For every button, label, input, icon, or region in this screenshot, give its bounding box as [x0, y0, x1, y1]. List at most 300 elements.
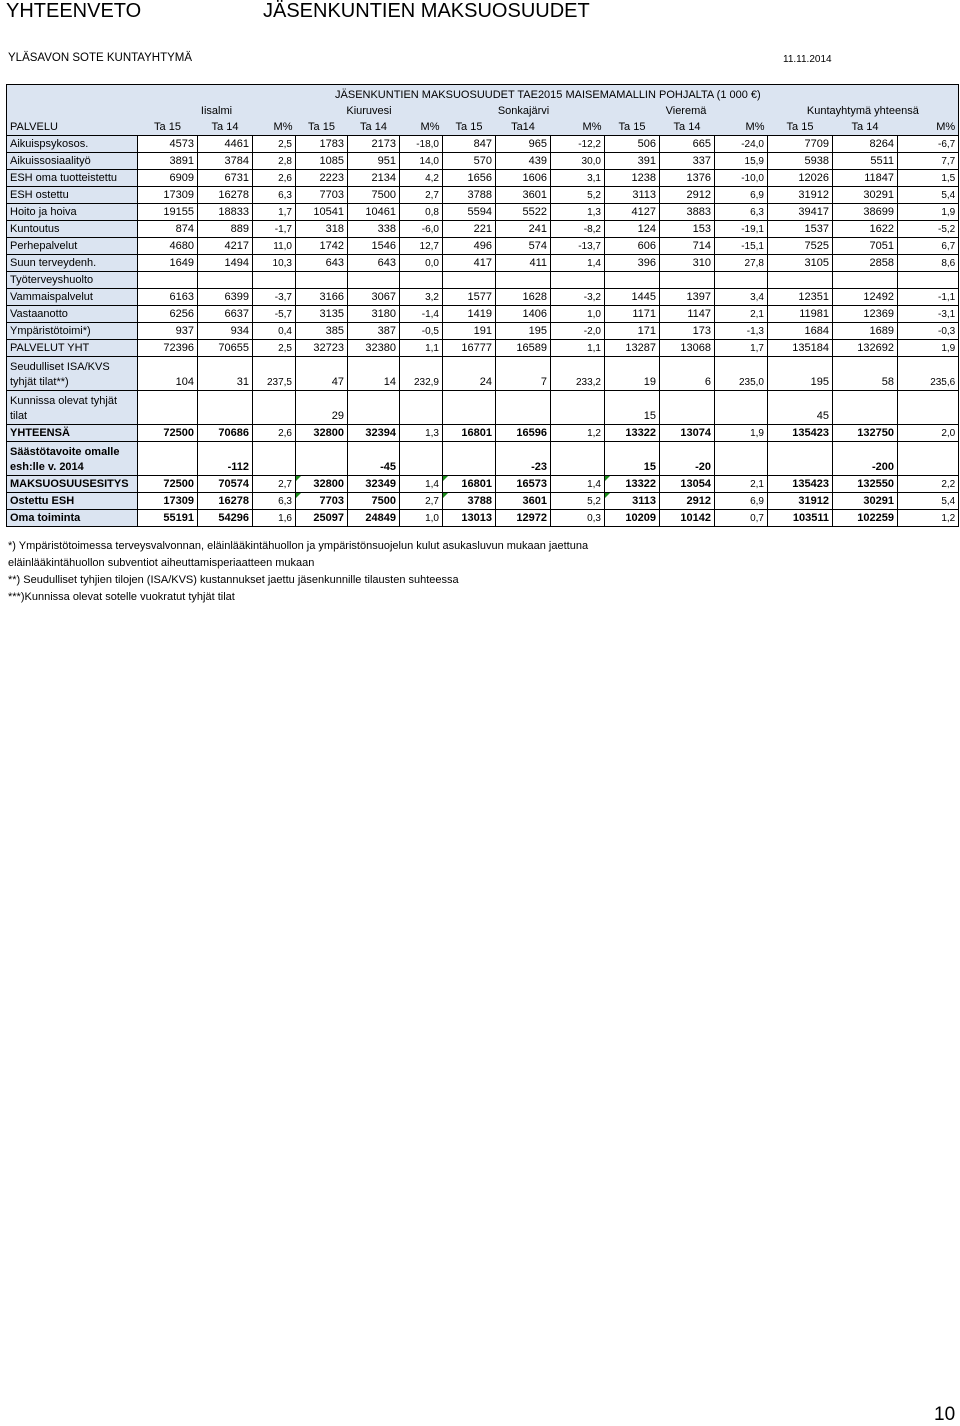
- table-cell: 72500: [138, 425, 198, 442]
- table-cell: 5,2: [551, 493, 605, 510]
- table-cell: 4680: [138, 238, 198, 255]
- column-header: Ta 15: [138, 119, 198, 136]
- table-cell: 7703: [296, 493, 348, 510]
- table-cell: 47: [296, 357, 348, 391]
- table-row: [7, 238, 959, 255]
- row-label: Ostettu ESH: [7, 493, 138, 510]
- table-cell: 3166: [296, 289, 348, 306]
- table-cell: [253, 442, 296, 476]
- table-cell: 10209: [605, 510, 660, 527]
- row-label: Hoito ja hoiva: [7, 204, 138, 221]
- column-header: M%: [715, 119, 768, 136]
- table-cell: [253, 272, 296, 289]
- column-header: M%: [253, 119, 296, 136]
- table-cell: 25097: [296, 510, 348, 527]
- table-cell: 16596: [496, 425, 551, 442]
- table-cell: 6,3: [253, 187, 296, 204]
- table-cell: 3135: [296, 306, 348, 323]
- table-cell: 1546: [348, 238, 400, 255]
- table-cell: 6163: [138, 289, 198, 306]
- footnotes: [8, 538, 588, 606]
- table-cell: 13013: [443, 510, 496, 527]
- table-cell: [660, 391, 715, 425]
- table-cell: 665: [660, 136, 715, 153]
- table-cell: [833, 391, 898, 425]
- table-cell: 3883: [660, 204, 715, 221]
- table-row: [7, 357, 959, 391]
- column-header: M%: [400, 119, 443, 136]
- table-cell: 7: [496, 357, 551, 391]
- table-cell: 1,4: [551, 255, 605, 272]
- row-label: MAKSUOSUUSESITYS: [7, 476, 138, 493]
- table-cell: 714: [660, 238, 715, 255]
- table-cell: 32349: [348, 476, 400, 493]
- table-caption: JÄSENKUNTIEN MAKSUOSUUDET TAE2015 MAISEMAMALLIN POHJALTA (1 000 €): [138, 85, 959, 104]
- table-cell: -18,0: [400, 136, 443, 153]
- table-cell: 5,4: [898, 187, 959, 204]
- table-cell: -3,7: [253, 289, 296, 306]
- table-cell: 2134: [348, 170, 400, 187]
- table-cell: 6256: [138, 306, 198, 323]
- table-cell: 72396: [138, 340, 198, 357]
- table-cell: 8,6: [898, 255, 959, 272]
- table-cell: -6,0: [400, 221, 443, 238]
- table-cell: 173: [660, 323, 715, 340]
- table-cell: [348, 272, 400, 289]
- table-cell: 3,2: [400, 289, 443, 306]
- table-cell: 13287: [605, 340, 660, 357]
- table-cell: 3180: [348, 306, 400, 323]
- table-row: [7, 289, 959, 306]
- table-cell: 570: [443, 153, 496, 170]
- table-cell: [551, 272, 605, 289]
- table-cell: 58: [833, 357, 898, 391]
- table-cell: 1622: [833, 221, 898, 238]
- table-cell: 1,2: [551, 425, 605, 442]
- table-cell: [833, 272, 898, 289]
- table-cell: 32394: [348, 425, 400, 442]
- table-cell: [348, 391, 400, 425]
- row-label: Suun terveydenh.: [7, 255, 138, 272]
- table-cell: 5522: [496, 204, 551, 221]
- table-cell: 18833: [198, 204, 253, 221]
- table-cell: 237,5: [253, 357, 296, 391]
- row-label: Säästötavoite omalle esh:lle v. 2014: [7, 442, 138, 476]
- table-cell: 1,9: [715, 425, 768, 442]
- table-cell: [253, 391, 296, 425]
- table-cell: 1085: [296, 153, 348, 170]
- table-cell: 318: [296, 221, 348, 238]
- row-label: Perhepalvelut: [7, 238, 138, 255]
- table-row: [7, 323, 959, 340]
- row-label: ESH ostettu: [7, 187, 138, 204]
- table-cell: 1419: [443, 306, 496, 323]
- table-cell: 241: [496, 221, 551, 238]
- table-cell: 2,8: [253, 153, 296, 170]
- row-label: ESH oma tuotteistettu: [7, 170, 138, 187]
- table-cell: [138, 442, 198, 476]
- table-cell: 1494: [198, 255, 253, 272]
- table-cell: 3113: [605, 187, 660, 204]
- table-cell: 1,9: [898, 204, 959, 221]
- table-cell: 11981: [768, 306, 833, 323]
- table-cell: 7525: [768, 238, 833, 255]
- table-cell: [768, 442, 833, 476]
- table-cell: 3,4: [715, 289, 768, 306]
- footnote: eläinlääkintähuollon subventiot aiheuttamisperiaatteen mukaan: [8, 557, 315, 569]
- table-cell: 3788: [443, 493, 496, 510]
- table-cell: 506: [605, 136, 660, 153]
- table-cell: 7,7: [898, 153, 959, 170]
- table-cell: [198, 391, 253, 425]
- table-cell: 6: [660, 357, 715, 391]
- table-cell: 16278: [198, 493, 253, 510]
- table-cell: -19,1: [715, 221, 768, 238]
- table-cell: -12,2: [551, 136, 605, 153]
- table-cell: 16777: [443, 340, 496, 357]
- table-cell: 27,8: [715, 255, 768, 272]
- table-cell: 2,1: [715, 476, 768, 493]
- table-cell: 2,6: [253, 425, 296, 442]
- table-cell: 417: [443, 255, 496, 272]
- table-cell: 10142: [660, 510, 715, 527]
- row-label: YHTEENSÄ: [7, 425, 138, 442]
- table-cell: 6,9: [715, 493, 768, 510]
- table-cell: 1,9: [898, 340, 959, 357]
- table-cell: 132692: [833, 340, 898, 357]
- table-cell: 3105: [768, 255, 833, 272]
- table-cell: 13322: [605, 425, 660, 442]
- table-row: [7, 510, 959, 527]
- column-header: Ta 15: [443, 119, 496, 136]
- column-header: Ta 14: [660, 119, 715, 136]
- table-cell: 1397: [660, 289, 715, 306]
- document-date: 11.11.2014: [783, 54, 832, 65]
- table-cell: [898, 272, 959, 289]
- table-cell: 1577: [443, 289, 496, 306]
- table-cell: 16278: [198, 187, 253, 204]
- table-cell: 124: [605, 221, 660, 238]
- table-cell: 385: [296, 323, 348, 340]
- table-cell: 1,1: [400, 340, 443, 357]
- page-number: 10: [934, 1404, 956, 1425]
- table-cell: 1656: [443, 170, 496, 187]
- table-cell: 1649: [138, 255, 198, 272]
- column-header: Ta 14: [198, 119, 253, 136]
- table-cell: 12,7: [400, 238, 443, 255]
- table-cell: 7703: [296, 187, 348, 204]
- table-cell: 72500: [138, 476, 198, 493]
- table-cell: 16589: [496, 340, 551, 357]
- table-cell: 847: [443, 136, 496, 153]
- table-cell: -13,7: [551, 238, 605, 255]
- table-cell: 5594: [443, 204, 496, 221]
- table-cell: 12369: [833, 306, 898, 323]
- table-cell: 13322: [605, 476, 660, 493]
- table-row: [7, 493, 959, 510]
- column-header-row: [7, 119, 959, 136]
- table-cell: 171: [605, 323, 660, 340]
- table-cell: 1,5: [898, 170, 959, 187]
- table-cell: 606: [605, 238, 660, 255]
- table-cell: 2912: [660, 187, 715, 204]
- table-cell: 1,6: [253, 510, 296, 527]
- table-cell: 5511: [833, 153, 898, 170]
- row-label: Aikuissosiaalityö: [7, 153, 138, 170]
- table-cell: 3067: [348, 289, 400, 306]
- table-cell: 0,3: [551, 510, 605, 527]
- column-header: Ta14: [496, 119, 551, 136]
- table-cell: 135423: [768, 425, 833, 442]
- table-cell: 387: [348, 323, 400, 340]
- table-cell: 32723: [296, 340, 348, 357]
- table-row: [7, 425, 959, 442]
- contributions-table: [6, 84, 959, 527]
- table-cell: 7709: [768, 136, 833, 153]
- table-cell: 2,7: [400, 187, 443, 204]
- table-cell: -1,1: [898, 289, 959, 306]
- table-cell: 153: [660, 221, 715, 238]
- table-cell: -3,2: [551, 289, 605, 306]
- table-cell: 132550: [833, 476, 898, 493]
- row-label: PALVELUT YHT: [7, 340, 138, 357]
- table-row: [7, 153, 959, 170]
- table-cell: 102259: [833, 510, 898, 527]
- table-row: [7, 136, 959, 153]
- table-cell: 0,4: [253, 323, 296, 340]
- table-cell: 3113: [605, 493, 660, 510]
- table-row: [7, 170, 959, 187]
- table-cell: 31912: [768, 187, 833, 204]
- table-cell: 5,4: [898, 493, 959, 510]
- table-cell: 1,7: [715, 340, 768, 357]
- table-cell: 1537: [768, 221, 833, 238]
- table-cell: 496: [443, 238, 496, 255]
- table-cell: 30291: [833, 187, 898, 204]
- table-cell: 5938: [768, 153, 833, 170]
- table-cell: 889: [198, 221, 253, 238]
- table-cell: 10461: [348, 204, 400, 221]
- table-cell: [768, 272, 833, 289]
- table-cell: 3601: [496, 493, 551, 510]
- table-cell: 15,9: [715, 153, 768, 170]
- table-cell: 32800: [296, 425, 348, 442]
- table-cell: [138, 272, 198, 289]
- table-cell: 4461: [198, 136, 253, 153]
- table-cell: 13054: [660, 476, 715, 493]
- table-cell: 2,7: [253, 476, 296, 493]
- table-cell: 3788: [443, 187, 496, 204]
- table-cell: 24849: [348, 510, 400, 527]
- table-cell: 14: [348, 357, 400, 391]
- table-cell: 2173: [348, 136, 400, 153]
- table-cell: 1684: [768, 323, 833, 340]
- row-label: Oma toiminta: [7, 510, 138, 527]
- column-header: Ta 15: [605, 119, 660, 136]
- table-cell: [138, 391, 198, 425]
- table-cell: -112: [198, 442, 253, 476]
- table-cell: -2,0: [551, 323, 605, 340]
- table-cell: 6,3: [253, 493, 296, 510]
- table-row: [7, 340, 959, 357]
- table-cell: 1742: [296, 238, 348, 255]
- table-cell: 574: [496, 238, 551, 255]
- table-cell: 2,0: [898, 425, 959, 442]
- table-cell: -0,5: [400, 323, 443, 340]
- table-cell: 55191: [138, 510, 198, 527]
- table-cell: 8264: [833, 136, 898, 153]
- table-cell: 337: [660, 153, 715, 170]
- row-label: Työterveyshuolto: [7, 272, 138, 289]
- table-cell: 1689: [833, 323, 898, 340]
- table-cell: 17309: [138, 187, 198, 204]
- table-cell: 1,3: [400, 425, 443, 442]
- table-cell: 7500: [348, 493, 400, 510]
- table-cell: 6637: [198, 306, 253, 323]
- group-kuntayhtyma: Kuntayhtymä yhteensä: [768, 103, 959, 119]
- table-cell: [443, 391, 496, 425]
- table-cell: -0,3: [898, 323, 959, 340]
- column-header: Ta 14: [348, 119, 400, 136]
- table-cell: 16801: [443, 476, 496, 493]
- footnote: **) Seudulliset tyhjien tilojen (ISA/KVS) kustannukset jaettu jäsenkunnille tilausten suhteessa: [8, 574, 459, 586]
- table-cell: 937: [138, 323, 198, 340]
- table-cell: 233,2: [551, 357, 605, 391]
- table-cell: 15: [605, 442, 660, 476]
- table-cell: 5,2: [551, 187, 605, 204]
- table-cell: 1,0: [400, 510, 443, 527]
- table-row: [7, 204, 959, 221]
- table-cell: 13068: [660, 340, 715, 357]
- table-cell: 135184: [768, 340, 833, 357]
- table-cell: 29: [296, 391, 348, 425]
- table-cell: 195: [496, 323, 551, 340]
- table-cell: -3,1: [898, 306, 959, 323]
- table-row: [7, 272, 959, 289]
- table-cell: 31: [198, 357, 253, 391]
- table-cell: 195: [768, 357, 833, 391]
- table-cell: 338: [348, 221, 400, 238]
- table-row: [7, 391, 959, 425]
- table-cell: 221: [443, 221, 496, 238]
- table-cell: 1,4: [400, 476, 443, 493]
- table-cell: 12492: [833, 289, 898, 306]
- table-cell: 1406: [496, 306, 551, 323]
- table-cell: 3784: [198, 153, 253, 170]
- table-cell: -1,3: [715, 323, 768, 340]
- row-label: Seudulliset ISA/KVS tyhjät tilat**): [7, 357, 138, 391]
- table-cell: [496, 272, 551, 289]
- group-iisalmi: Iisalmi: [138, 103, 296, 119]
- table-cell: 103511: [768, 510, 833, 527]
- table-cell: 235,6: [898, 357, 959, 391]
- table-cell: 1,4: [551, 476, 605, 493]
- table-cell: 16573: [496, 476, 551, 493]
- footnote: *) Ympäristötoimessa terveysvalvonnan, eläinlääkintähuollon ja ympäristönsuojelun kulut asukasluvun mukaan jaettuna: [8, 540, 589, 552]
- table-cell: 70655: [198, 340, 253, 357]
- table-cell: 1171: [605, 306, 660, 323]
- table-cell: -5,7: [253, 306, 296, 323]
- table-cell: 2912: [660, 493, 715, 510]
- table-cell: 0,0: [400, 255, 443, 272]
- table-cell: [400, 272, 443, 289]
- table-cell: 7051: [833, 238, 898, 255]
- table-cell: 396: [605, 255, 660, 272]
- table-caption-row: [7, 85, 959, 104]
- table-cell: 1606: [496, 170, 551, 187]
- row-label: Vammaispalvelut: [7, 289, 138, 306]
- table-cell: [400, 442, 443, 476]
- table-cell: 14,0: [400, 153, 443, 170]
- table-cell: 934: [198, 323, 253, 340]
- table-cell: 16801: [443, 425, 496, 442]
- table-cell: -24,0: [715, 136, 768, 153]
- table-cell: 2,5: [253, 340, 296, 357]
- table-cell: 3891: [138, 153, 198, 170]
- table-cell: 2,7: [400, 493, 443, 510]
- table-cell: [296, 272, 348, 289]
- table-cell: -15,1: [715, 238, 768, 255]
- table-cell: [715, 391, 768, 425]
- table-cell: [296, 442, 348, 476]
- table-cell: 12972: [496, 510, 551, 527]
- table-cell: -200: [833, 442, 898, 476]
- row-label: Kunnissa olevat tyhjät tilat: [7, 391, 138, 425]
- table-cell: 3,1: [551, 170, 605, 187]
- group-header-row: [7, 103, 959, 119]
- table-cell: [898, 391, 959, 425]
- table-cell: 643: [296, 255, 348, 272]
- table-cell: 2,2: [898, 476, 959, 493]
- table-cell: 104: [138, 357, 198, 391]
- table-cell: [496, 391, 551, 425]
- table-cell: 45: [768, 391, 833, 425]
- table-cell: -5,2: [898, 221, 959, 238]
- table-cell: 391: [605, 153, 660, 170]
- table-cell: 10541: [296, 204, 348, 221]
- table-cell: 6,9: [715, 187, 768, 204]
- table-cell: 24: [443, 357, 496, 391]
- table-cell: 19: [605, 357, 660, 391]
- footnote: ***)Kunnissa olevat sotelle vuokratut tyhjät tilat: [8, 591, 235, 603]
- table-cell: 4217: [198, 238, 253, 255]
- table-cell: 2,1: [715, 306, 768, 323]
- table-cell: 17309: [138, 493, 198, 510]
- table-cell: 874: [138, 221, 198, 238]
- table-cell: 1147: [660, 306, 715, 323]
- table-cell: -45: [348, 442, 400, 476]
- table-cell: 4127: [605, 204, 660, 221]
- table-cell: -10,0: [715, 170, 768, 187]
- table-cell: 132750: [833, 425, 898, 442]
- table-cell: 38699: [833, 204, 898, 221]
- column-header: Ta 15: [768, 119, 833, 136]
- table-cell: 4573: [138, 136, 198, 153]
- table-cell: 30,0: [551, 153, 605, 170]
- table-cell: 6,7: [898, 238, 959, 255]
- column-header: Ta 15: [296, 119, 348, 136]
- table-cell: 31912: [768, 493, 833, 510]
- table-cell: 135423: [768, 476, 833, 493]
- table-cell: 439: [496, 153, 551, 170]
- table-cell: 39417: [768, 204, 833, 221]
- table-cell: -20: [660, 442, 715, 476]
- organization-name: YLÄSAVON SOTE KUNTAYHTYMÄ: [8, 52, 193, 64]
- table-cell: -8,2: [551, 221, 605, 238]
- table-cell: 70574: [198, 476, 253, 493]
- table-cell: 1376: [660, 170, 715, 187]
- table-cell: 643: [348, 255, 400, 272]
